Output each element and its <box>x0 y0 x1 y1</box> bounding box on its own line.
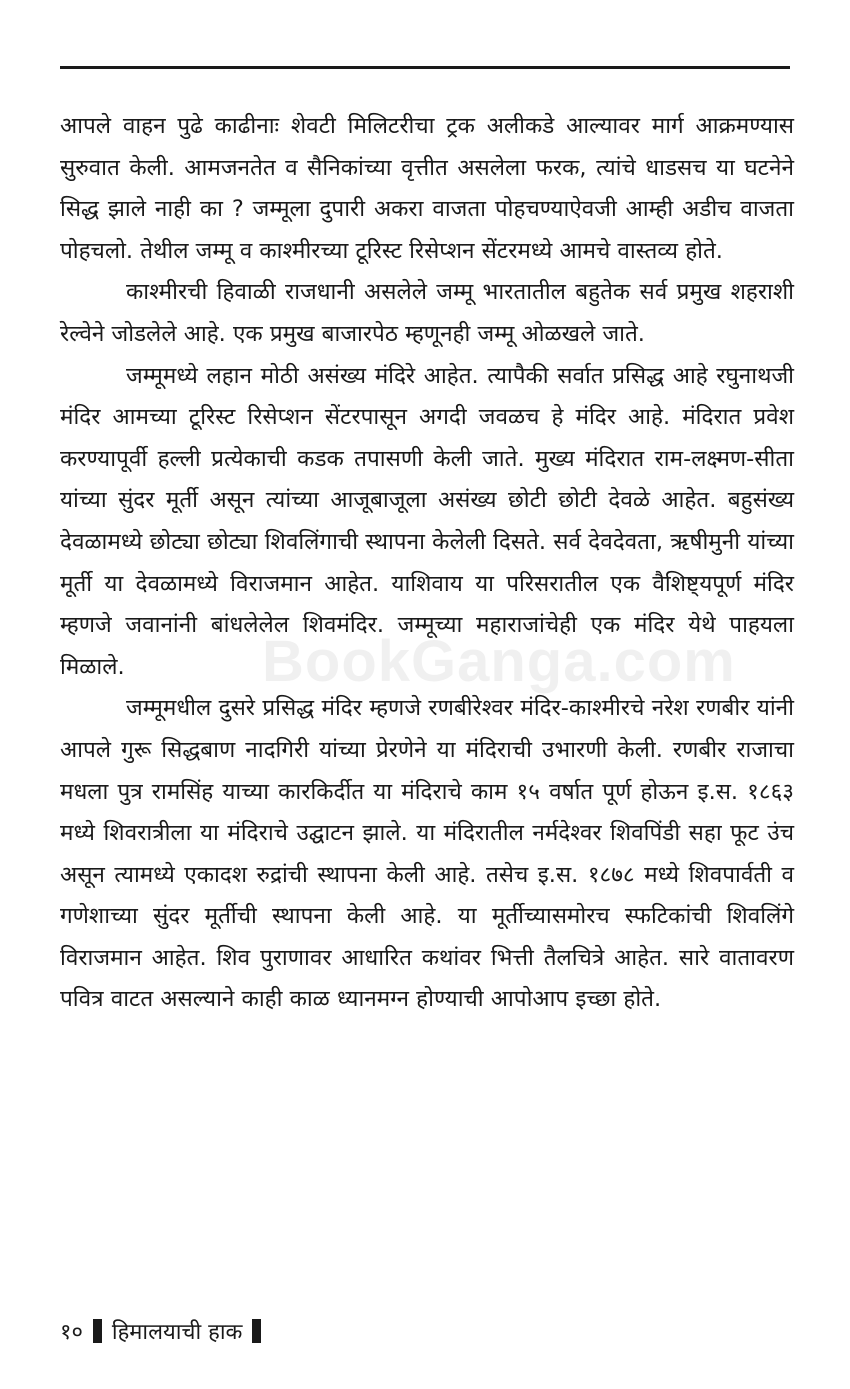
book-title: हिमालयाची हाक <box>111 1320 243 1345</box>
footer-separator-left <box>93 1319 102 1343</box>
paragraph-3: जम्मूमध्ये लहान मोठी असंख्य मंदिरे आहेत. त्यापैकी सर्वात प्रसिद्ध आहे रघुनाथजी मंदिर आमच्या टूरिस्ट रिसेप्शन सेंटरपासून अगदी जवळच हे मंदिर आहे. मंदिरात प्रवेश करण्यापूर्वी हल्ली प्रत्येकाची कडक तपासणी केली जाते. मुख्य मंदिरात राम-लक्ष्मण-सीता यांच्या सुंदर मूर्ती असून त्यांच्या आजूबाजूला असंख्य छोटी छोटी देवळे आहेत. बहुसंख्य देवळामध्ये छोट्या छोट्या शिवलिंगाची स्थापना केलेली दिसते. सर्व देवदेवता, ऋषीमुनी यांच्या मूर्ती या देवळामध्ये विराजमान आहेत. याशिवाय या परिसरातील एक वैशिष्ट्यपूर्ण मंदिर म्हणजे जवानांनी बांधलेलेल शिवमंदिर. जम्मूच्या महाराजांचेही एक मंदिर येथे पाहयला मिळाले. <box>60 362 794 680</box>
footer-separator-right <box>252 1319 261 1343</box>
watermark: BookGanga.com <box>262 629 736 694</box>
page-number: १० <box>60 1320 83 1345</box>
top-rule <box>60 66 790 69</box>
page-footer <box>60 1316 271 1346</box>
paragraph-2: काश्मीरची हिवाळी राजधानी असलेले जम्मू भारतातील बहुतेक सर्व प्रमुख शहराशी रेल्वेने जोडलेले आहे. एक प्रमुख बाजारपेठ म्हणूनही जम्मू ओळखले जाते. <box>60 279 794 347</box>
paragraph-1: आपले वाहन पुढे काढीनाः शेवटी मिलिटरीचा ट्रक अलीकडे आल्यावर मार्ग आक्रमण्यास सुरुवात केली. आमजनतेत व सैनिकांच्या वृत्तीत असलेला फरक, त्यांचे धाडसच या घटनेने सिद्ध झाले नाही का ? जम्मूला दुपारी अकरा वाजता पोहचण्याऐवजी आम्ही अडीच वाजता पोहचलो. तेथील जम्मू व काश्मीरच्या टूरिस्ट रिसेप्शन सेंटरमध्ये आमचे वास्तव्य होते. <box>60 113 794 264</box>
paragraph-4: जम्मूमधील दुसरे प्रसिद्ध मंदिर म्हणजे रणबीरेश्वर मंदिर-काश्मीरचे नरेश रणबीर यांनी आपले गुरू सिद्धबाण नादगिरी यांच्या प्रेरणेने या मंदिराची उभारणी केली. रणबीर राजाचा मधला पुत्र रामसिंह याच्या कारकिर्दीत या मंदिराचे काम १५ वर्षात पूर्ण होऊन इ.स. १८६३ मध्ये शिवरात्रीला या मंदिराचे उद्घाटन झाले. या मंदिरातील नर्मदेश्वर शिवपिंडी सहा फूट उंच असून त्यामध्ये एकादश रुद्रांची स्थापना केली आहे. तसेच इ.स. १८७८ मध्ये शिवपार्वती व गणेशाच्या सुंदर मूर्तीची स्थापना केली आहे. या मूर्तीच्यासमोरच स्फटिकांची शिवलिंगे विराजमान आहेत. शिव पुराणावर आधारित कथांवर भित्ती तैलचित्रे आहेत. सारे वातावरण पवित्र वाटत असल्याने काही काळ ध्यानमग्न होण्याची आपोआप इच्छा होते. <box>60 695 794 1013</box>
page-body <box>60 106 794 1021</box>
